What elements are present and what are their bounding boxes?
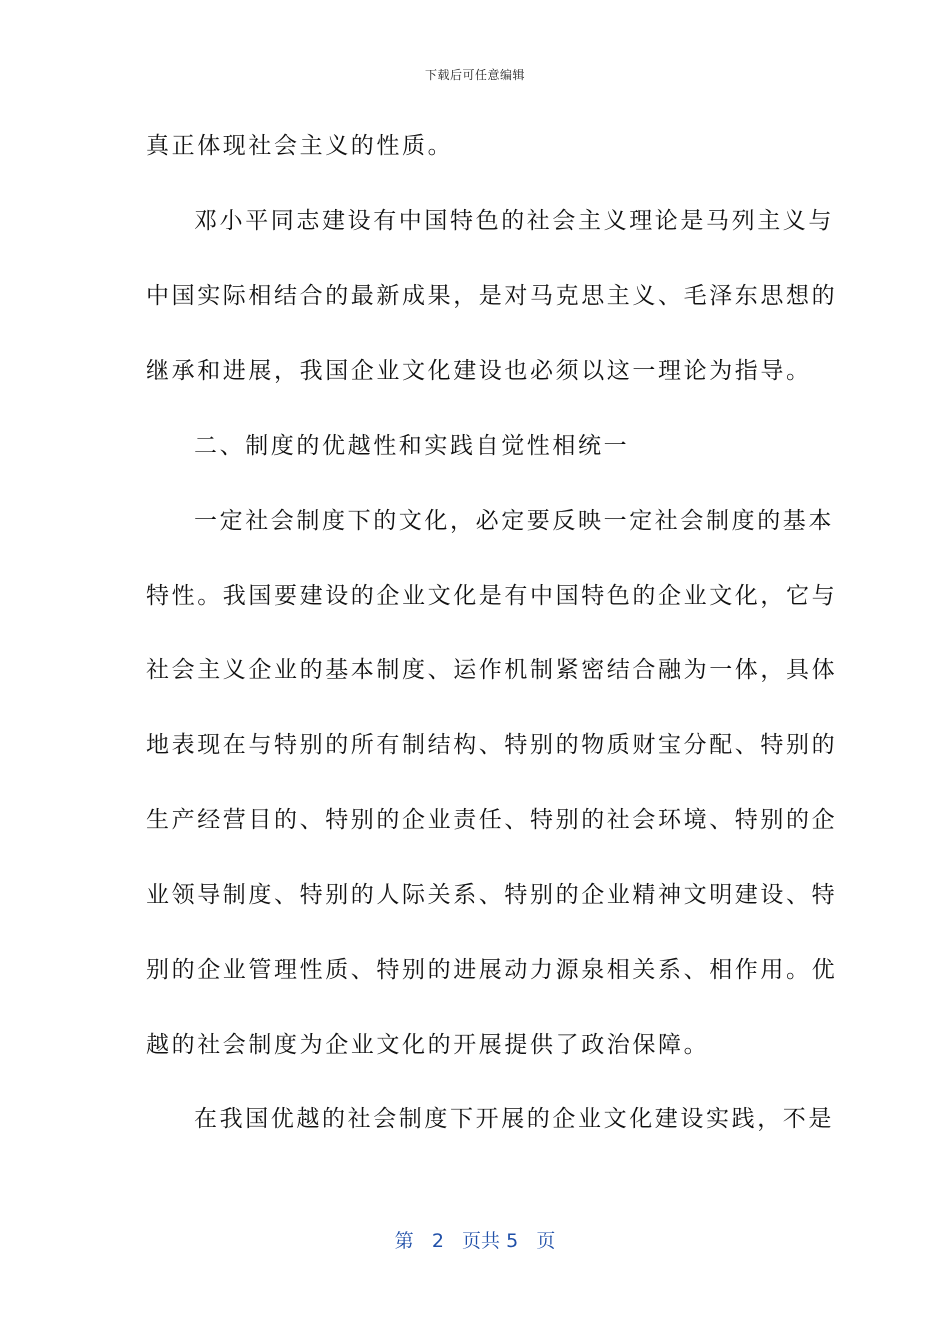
page-footer — [0, 1226, 950, 1253]
text-line: 地表现在与特别的所有制结构、特别的物质财宝分配、特别的 — [146, 732, 838, 758]
text-line: 社会主义企业的基本制度、运作机制紧密结合融为一体，具体 — [146, 657, 838, 683]
total-pages-number: 5 — [506, 1230, 519, 1252]
text-line: 中国实际相结合的最新成果，是对马克思主义、毛泽东思想的 — [146, 283, 838, 309]
text-line: 特性。我国要建设的企业文化是有中国特色的企业文化，它与 — [146, 583, 838, 609]
footer-middle: 页共 — [462, 1230, 501, 1252]
footer-suffix: 页 — [536, 1230, 556, 1252]
text-line: 别的企业管理性质、特别的进展动力源泉相关系、相作用。优 — [146, 957, 838, 983]
footer-prefix: 第 — [394, 1230, 414, 1252]
current-page-number: 2 — [431, 1230, 444, 1252]
paragraph-first-line: 在我国优越的社会制度下开展的企业文化建设实践，不是 — [194, 1106, 834, 1132]
paragraph-first-line: 一定社会制度下的文化，必定要反映一定社会制度的基本 — [194, 508, 834, 534]
text-line: 真正体现社会主义的性质。 — [146, 133, 454, 159]
page-header: 下载后可任意编辑 — [424, 68, 525, 82]
text-line: 生产经营目的、特别的企业责任、特别的社会环境、特别的企 — [146, 807, 838, 833]
text-line: 业领导制度、特别的人际关系、特别的企业精神文明建设、特 — [146, 882, 838, 908]
paragraph-first-line: 邓小平同志建设有中国特色的社会主义理论是马列主义与 — [194, 208, 834, 234]
text-line: 继承和进展，我国企业文化建设也必须以这一理论为指导。 — [146, 358, 812, 384]
text-line: 越的社会制度为企业文化的开展提供了政治保障。 — [146, 1032, 710, 1058]
section-heading: 二、制度的优越性和实践自觉性相统一 — [194, 433, 630, 459]
